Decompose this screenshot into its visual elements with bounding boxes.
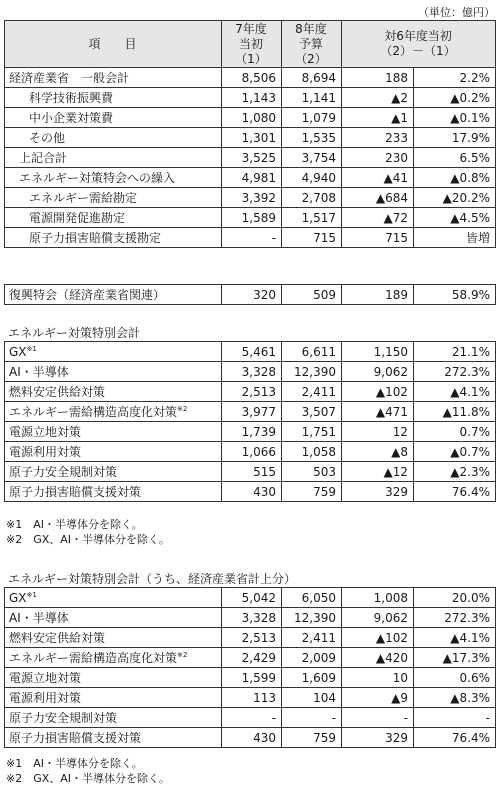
row-label-cell <box>5 608 222 628</box>
row-label: 電源開発促進勘定 <box>5 208 222 228</box>
value-diff: ▲102 <box>342 382 414 402</box>
value-fy8: 104 <box>282 688 342 708</box>
row-label: 中小企業対策費 <box>5 108 222 128</box>
row-label-cell <box>5 402 222 422</box>
row-label: GX <box>9 590 27 605</box>
value-fy8: 1,535 <box>282 128 342 148</box>
row-label-cell <box>5 628 222 648</box>
row-label: 原子力安全規制対策 <box>9 464 118 479</box>
value-rate: ▲0.7% <box>414 442 496 462</box>
row-label-cell <box>5 342 222 362</box>
value-diff: ▲684 <box>342 188 414 208</box>
value-fy8: 759 <box>282 728 342 748</box>
table-row <box>5 462 496 482</box>
value-diff: ▲2 <box>342 88 414 108</box>
value-fy8: 2,708 <box>282 188 342 208</box>
value-fy7: 515 <box>222 462 282 482</box>
meti-note-2: ※2 GX、AI・半導体分を除く。 <box>6 772 170 785</box>
table-row <box>5 422 496 442</box>
table-row <box>5 108 496 128</box>
value-fy8: 8,694 <box>282 68 342 88</box>
value-fy7: 1,739 <box>222 422 282 442</box>
row-label: 電源利用対策 <box>9 690 82 705</box>
value-fy7: - <box>222 228 282 248</box>
value-diff: ▲1 <box>342 108 414 128</box>
value-fy8: 1,517 <box>282 208 342 228</box>
value-fy7: 1,589 <box>222 208 282 228</box>
value-diff: 329 <box>342 482 414 502</box>
value-diff: 1,150 <box>342 342 414 362</box>
row-label: エネルギー需給構造高度化対策 <box>9 650 178 665</box>
unit-label: （単位：億円） <box>418 6 495 19</box>
value-fy7: 430 <box>222 482 282 502</box>
value-rate: ▲17.3% <box>414 648 496 668</box>
value-fy7: 1,301 <box>222 128 282 148</box>
row-label: 原子力安全規制対策 <box>9 710 118 725</box>
energy-table <box>4 341 496 502</box>
row-label-cell <box>5 442 222 462</box>
footnote-marker: ※2 <box>177 404 188 413</box>
value-rate: 17.9% <box>414 128 496 148</box>
row-label: エネルギー需給勘定 <box>5 188 222 208</box>
header-item: 項 目 <box>5 21 222 68</box>
value-fy8: 1,141 <box>282 88 342 108</box>
row-label-cell <box>5 688 222 708</box>
energy-note-2: ※2 GX、AI・半導体分を除く。 <box>6 533 170 546</box>
table-row <box>5 588 496 608</box>
table-row <box>5 188 496 208</box>
row-label: 電源利用対策 <box>9 444 82 459</box>
value-fy8: 3,754 <box>282 148 342 168</box>
value-rate: 58.9% <box>414 285 496 305</box>
value-diff: 189 <box>342 285 414 305</box>
row-label-cell <box>5 728 222 748</box>
value-fy8: 1,058 <box>282 442 342 462</box>
value-fy7: 113 <box>222 688 282 708</box>
table-row <box>5 688 496 708</box>
meti-note-1: ※1 AI・半導体分を除く。 <box>6 757 143 770</box>
value-fy7: 2,429 <box>222 648 282 668</box>
value-fy7: 320 <box>222 285 282 305</box>
value-fy7: 1,080 <box>222 108 282 128</box>
row-label: エネルギー需給構造高度化対策 <box>9 404 178 419</box>
value-diff: 188 <box>342 68 414 88</box>
value-rate: 76.4% <box>414 482 496 502</box>
header-diff: 対6年度当初 <box>342 21 496 45</box>
row-label: 原子力損害賠償支援対策 <box>9 484 142 499</box>
value-rate: ▲0.2% <box>414 88 496 108</box>
value-rate: 76.4% <box>414 728 496 748</box>
value-fy7: 3,525 <box>222 148 282 168</box>
value-fy7: 2,513 <box>222 628 282 648</box>
value-fy7: 4,981 <box>222 168 282 188</box>
value-fy7: 2,513 <box>222 382 282 402</box>
value-fy7: 5,461 <box>222 342 282 362</box>
row-label: AI・半導体 <box>9 610 69 625</box>
value-fy8: 2,411 <box>282 628 342 648</box>
value-diff: 12 <box>342 422 414 442</box>
row-label-cell <box>5 382 222 402</box>
value-rate: 皆増 <box>414 228 496 248</box>
value-fy7: 3,328 <box>222 608 282 628</box>
header-fy7: 7年度 当初 （1） <box>222 21 282 68</box>
value-rate: 2.2% <box>414 68 496 88</box>
main-budget-table <box>4 20 496 248</box>
value-fy8: 3,507 <box>282 402 342 422</box>
value-diff: 9,062 <box>342 608 414 628</box>
value-fy7: 3,977 <box>222 402 282 422</box>
footnote-marker: ※2 <box>177 650 188 659</box>
table-row <box>5 608 496 628</box>
value-diff: 715 <box>342 228 414 248</box>
value-rate: ▲8.3% <box>414 688 496 708</box>
row-label: AI・半導体 <box>9 364 69 379</box>
table-row <box>5 708 496 728</box>
value-fy8: 759 <box>282 482 342 502</box>
value-rate: ▲11.8% <box>414 402 496 422</box>
table-row <box>5 88 496 108</box>
value-fy7: 1,143 <box>222 88 282 108</box>
table-row <box>5 482 496 502</box>
row-label: エネルギー対策特会への繰入 <box>5 168 222 188</box>
table-row <box>5 228 496 248</box>
value-rate: 20.0% <box>414 588 496 608</box>
value-fy7: 3,392 <box>222 188 282 208</box>
row-label: 復興特会（経済産業省関連） <box>5 285 222 305</box>
value-rate: 21.1% <box>414 342 496 362</box>
value-rate: 0.7% <box>414 422 496 442</box>
row-label: 経済産業省 一般会計 <box>5 68 222 88</box>
row-label-cell <box>5 588 222 608</box>
table-row <box>5 668 496 688</box>
value-fy7: 3,328 <box>222 362 282 382</box>
value-fy7: 430 <box>222 728 282 748</box>
value-rate: ▲0.8% <box>414 168 496 188</box>
value-rate: 6.5% <box>414 148 496 168</box>
footnote-marker: ※1 <box>26 344 37 353</box>
row-label: 電源立地対策 <box>9 670 82 685</box>
value-fy8: 4,940 <box>282 168 342 188</box>
table-row <box>5 342 496 362</box>
value-fy8: 6,050 <box>282 588 342 608</box>
value-rate: ▲4.1% <box>414 628 496 648</box>
row-label-cell <box>5 648 222 668</box>
row-label: 燃料安定供給対策 <box>9 630 106 645</box>
table-row <box>5 648 496 668</box>
value-rate: ▲0.1% <box>414 108 496 128</box>
value-fy8: 1,079 <box>282 108 342 128</box>
value-fy7: 8,506 <box>222 68 282 88</box>
row-label: GX <box>9 344 27 359</box>
value-diff: ▲9 <box>342 688 414 708</box>
row-label-cell <box>5 668 222 688</box>
row-label-cell <box>5 708 222 728</box>
row-label-cell <box>5 462 222 482</box>
value-diff: ▲12 <box>342 462 414 482</box>
value-diff: ▲72 <box>342 208 414 228</box>
row-label-cell <box>5 422 222 442</box>
value-diff: ▲102 <box>342 628 414 648</box>
value-rate: 0.6% <box>414 668 496 688</box>
row-label: 科学技術振興費 <box>5 88 222 108</box>
row-label: 原子力損害賠償支援対策 <box>9 730 142 745</box>
value-diff: 329 <box>342 728 414 748</box>
value-fy7: - <box>222 708 282 728</box>
value-fy8: 12,390 <box>282 608 342 628</box>
value-rate: ▲4.1% <box>414 382 496 402</box>
table-row <box>5 285 496 305</box>
meti-table <box>4 587 496 748</box>
value-diff: ▲471 <box>342 402 414 422</box>
fukko-table <box>4 284 496 305</box>
table-row <box>5 442 496 462</box>
value-fy8: 509 <box>282 285 342 305</box>
meti-section-title: エネルギー対策特別会計（うち、経済産業省計上分） <box>8 572 297 586</box>
table-row <box>5 148 496 168</box>
value-diff: ▲420 <box>342 648 414 668</box>
value-fy7: 1,066 <box>222 442 282 462</box>
value-diff: ▲41 <box>342 168 414 188</box>
value-diff: ▲8 <box>342 442 414 462</box>
footnote-marker: ※1 <box>26 590 37 599</box>
value-fy8: 715 <box>282 228 342 248</box>
row-label: 電源立地対策 <box>9 424 82 439</box>
value-rate: ▲20.2% <box>414 188 496 208</box>
table-row <box>5 68 496 88</box>
table-row <box>5 208 496 228</box>
value-fy7: 1,599 <box>222 668 282 688</box>
table-row <box>5 362 496 382</box>
value-rate: ▲2.3% <box>414 462 496 482</box>
row-label: 上記合計 <box>5 148 222 168</box>
table-row <box>5 402 496 422</box>
value-fy8: 6,611 <box>282 342 342 362</box>
row-label: 原子力損害賠償支援勘定 <box>5 228 222 248</box>
value-diff: 233 <box>342 128 414 148</box>
value-rate: ▲4.5% <box>414 208 496 228</box>
header-diff-formula: （2）－（1） <box>342 44 496 68</box>
table-row <box>5 168 496 188</box>
row-label: その他 <box>5 128 222 148</box>
row-label: 燃料安定供給対策 <box>9 384 106 399</box>
table-row <box>5 728 496 748</box>
energy-note-1: ※1 AI・半導体分を除く。 <box>6 518 143 531</box>
value-fy8: 12,390 <box>282 362 342 382</box>
energy-section-title: エネルギー対策特別会計 <box>8 326 141 340</box>
value-fy8: 2,411 <box>282 382 342 402</box>
value-diff: - <box>342 708 414 728</box>
table-row <box>5 128 496 148</box>
value-fy8: 1,751 <box>282 422 342 442</box>
row-label-cell <box>5 362 222 382</box>
value-rate: 272.3% <box>414 362 496 382</box>
value-fy7: 5,042 <box>222 588 282 608</box>
table-row <box>5 382 496 402</box>
value-fy8: 503 <box>282 462 342 482</box>
value-fy8: 1,609 <box>282 668 342 688</box>
header-fy8: 8年度 予算 （2） <box>282 21 342 68</box>
table-row <box>5 628 496 648</box>
value-diff: 10 <box>342 668 414 688</box>
row-label-cell <box>5 482 222 502</box>
value-diff: 1,008 <box>342 588 414 608</box>
value-rate: - <box>414 708 496 728</box>
value-diff: 230 <box>342 148 414 168</box>
value-rate: 272.3% <box>414 608 496 628</box>
value-fy8: - <box>282 708 342 728</box>
value-diff: 9,062 <box>342 362 414 382</box>
value-fy8: 2,009 <box>282 648 342 668</box>
